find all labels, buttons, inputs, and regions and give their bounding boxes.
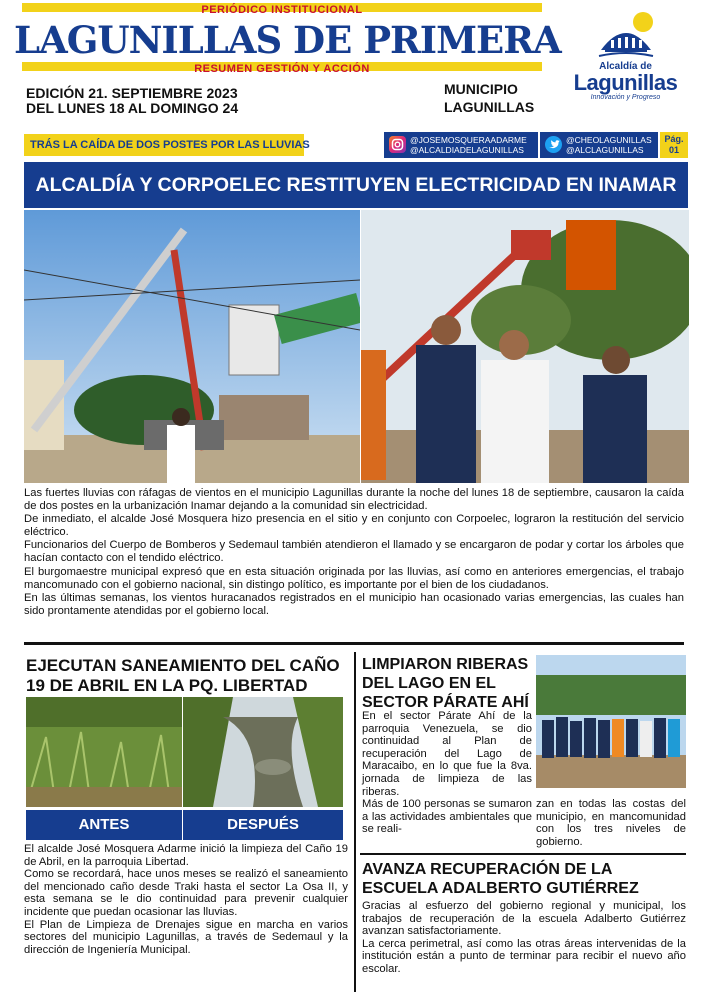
cano-paragraph-3: El Plan de Limpieza de Drenajes sigue en marcha en varios sectores del municipio Lagunillas, a través de Sedemaul y la dirección de Ingeniería Municipal. [24, 918, 348, 956]
cano-paragraph-1: El alcalde José Mosquera Adarme inició la limpieza del Caño 19 de Abril, en la parroquia Libertad. [24, 843, 348, 868]
escuela-paragraph-2: La cerca perimetral, así como las otras áreas intervenidas de la institución están a punto de terminar para recibir el nuevo año escolar. [362, 937, 686, 975]
page-number-box [660, 132, 688, 158]
twitter-icon [545, 136, 562, 153]
masthead-subkicker: RESUMEN GESTIÓN Y ACCIÓN [194, 63, 370, 75]
photo-cleanup-crew [536, 655, 686, 788]
photo-officials [361, 210, 689, 483]
main-article-body [24, 487, 684, 618]
instagram-handles [384, 132, 538, 158]
instagram-handle-1: @JOSEMOSQUERAADARME [410, 135, 527, 145]
twitter-handles [540, 132, 658, 158]
muni-name: LAGUNILLAS [444, 99, 535, 115]
masthead [0, 0, 707, 125]
photo-after [183, 697, 343, 807]
masthead-kicker: PERIÓDICO INSTITUCIONAL [201, 4, 363, 16]
riberas-divider [360, 853, 686, 855]
main-paragraph-2: De inmediato, el alcalde José Mosquera hizo presencia en el sitio y en conjunto con Corpoelec, lograron la restitución del servicio eléctrico. [24, 513, 684, 539]
edition-range: DEL LUNES 18 AL DOMINGO 24 [26, 100, 239, 116]
riberas-col2 [536, 798, 686, 848]
main-headline: ALCALDÍA Y CORPOELEC RESTITUYEN ELECTRICIDAD EN INAMAR [24, 162, 688, 208]
logo-line-2: Lagunillas [573, 70, 678, 95]
escuela-headline: AVANZA RECUPERACIÓN DE LA ESCUELA ADALBERTO GUTIÉRREZ [362, 861, 639, 897]
main-paragraph-1: Las fuertes lluvias con ráfagas de vientos en el municipio Lagunillas durante la noche del lunes 18 de septiembre, causaron la caída de dos postes en la urbanización Inamar dejando a la comunidad sin electricidad. [24, 487, 684, 513]
photo-before [26, 697, 182, 807]
main-paragraph-5: En las últimas semanas, los vientos huracanados registrados en el municipio han ocasionado varias emergencias, las cuales han sido prontamente atendidas por el gobierno local. [24, 591, 684, 617]
muni-label: MUNICIPIO [444, 81, 518, 97]
logo-slogan: Innovación y Progreso [590, 94, 661, 101]
dome-icon [591, 10, 661, 62]
after-label: DESPUÉS [183, 810, 343, 840]
logo-line-1: Alcaldía de [599, 61, 652, 72]
instagram-icon [389, 136, 406, 153]
escuela-article-body [362, 900, 686, 976]
newspaper-title: LAGUNILLAS DE PRIMERA [14, 18, 561, 62]
main-paragraph-4: El burgomaestre municipal expresó que en esta situación originada por las lluvias, así como en anteriores emergencias, el trabajo mancomunado con el gobierno nacional, sin distingo político, es importante por el bien de los ciudadanos. [24, 565, 684, 591]
section-tag: TRÁS LA CAÍDA DE DOS POSTES POR LAS LLUVIAS [24, 134, 304, 156]
riberas-headline: LIMPIARON RIBERAS DEL LAGO EN EL SECTOR PÁRATE AHÍ [362, 656, 529, 711]
cano-article-body [24, 843, 348, 956]
photo-crane-pole [24, 210, 360, 483]
cano-paragraph-2: Como se recordará, hace unos meses se realizó el saneamiento del mencionado caño desde Traki hasta el sector La Osa II, y esta semana se le dio continuidad para prevenir cualquier incidente que puedan ocasionar las lluvias. [24, 868, 348, 918]
page-label: Pág. [664, 134, 684, 144]
twitter-handle-2: @ALCLAGUNILLAS [566, 145, 644, 155]
twitter-handle-1: @CHEOLAGUNILLAS [566, 135, 652, 145]
riberas-paragraph-1: En el sector Párate Ahí de la parroquia Venezuela, se dio continuidad al Plan de recuperación del Lago de Maracaibo, en lo que fue la 8va. jornada de limpieza de las riberas. [362, 710, 532, 798]
riberas-col1 [362, 710, 532, 836]
edition-info [26, 86, 238, 116]
column-divider [354, 652, 356, 992]
riberas-paragraph-3: zan en todas las costas del municipio, en mancomunidad con los tres niveles de gobierno. [536, 798, 686, 848]
main-paragraph-3: Funcionarios del Cuerpo de Bomberos y Sedemaul también atendieron el llamado y se encargaron de podar y cortar los árboles que hacían contacto con el tendido eléctrico. [24, 539, 684, 565]
alcaldia-logo [558, 10, 693, 105]
edition-date: EDICIÓN 21. SEPTIEMBRE 2023 [26, 85, 238, 101]
page-number: 01 [668, 145, 679, 155]
riberas-paragraph-2: Más de 100 personas se sumaron a las actividades ambientales que se reali- [362, 798, 532, 836]
municipality [444, 80, 534, 116]
before-label: ANTES [26, 810, 182, 840]
cano-headline: EJECUTAN SANEAMIENTO DEL CAÑO 19 DE ABRIL EN LA PQ. LIBERTAD [26, 656, 340, 695]
section-divider [24, 642, 684, 645]
escuela-paragraph-1: Gracias al esfuerzo del gobierno regional y municipal, los trabajos de recuperación de la escuela Adalberto Gutiérrez avanzan satisfactoriamente. [362, 900, 686, 938]
instagram-handle-2: @ALCALDIADELAGUNILLAS [410, 145, 524, 155]
